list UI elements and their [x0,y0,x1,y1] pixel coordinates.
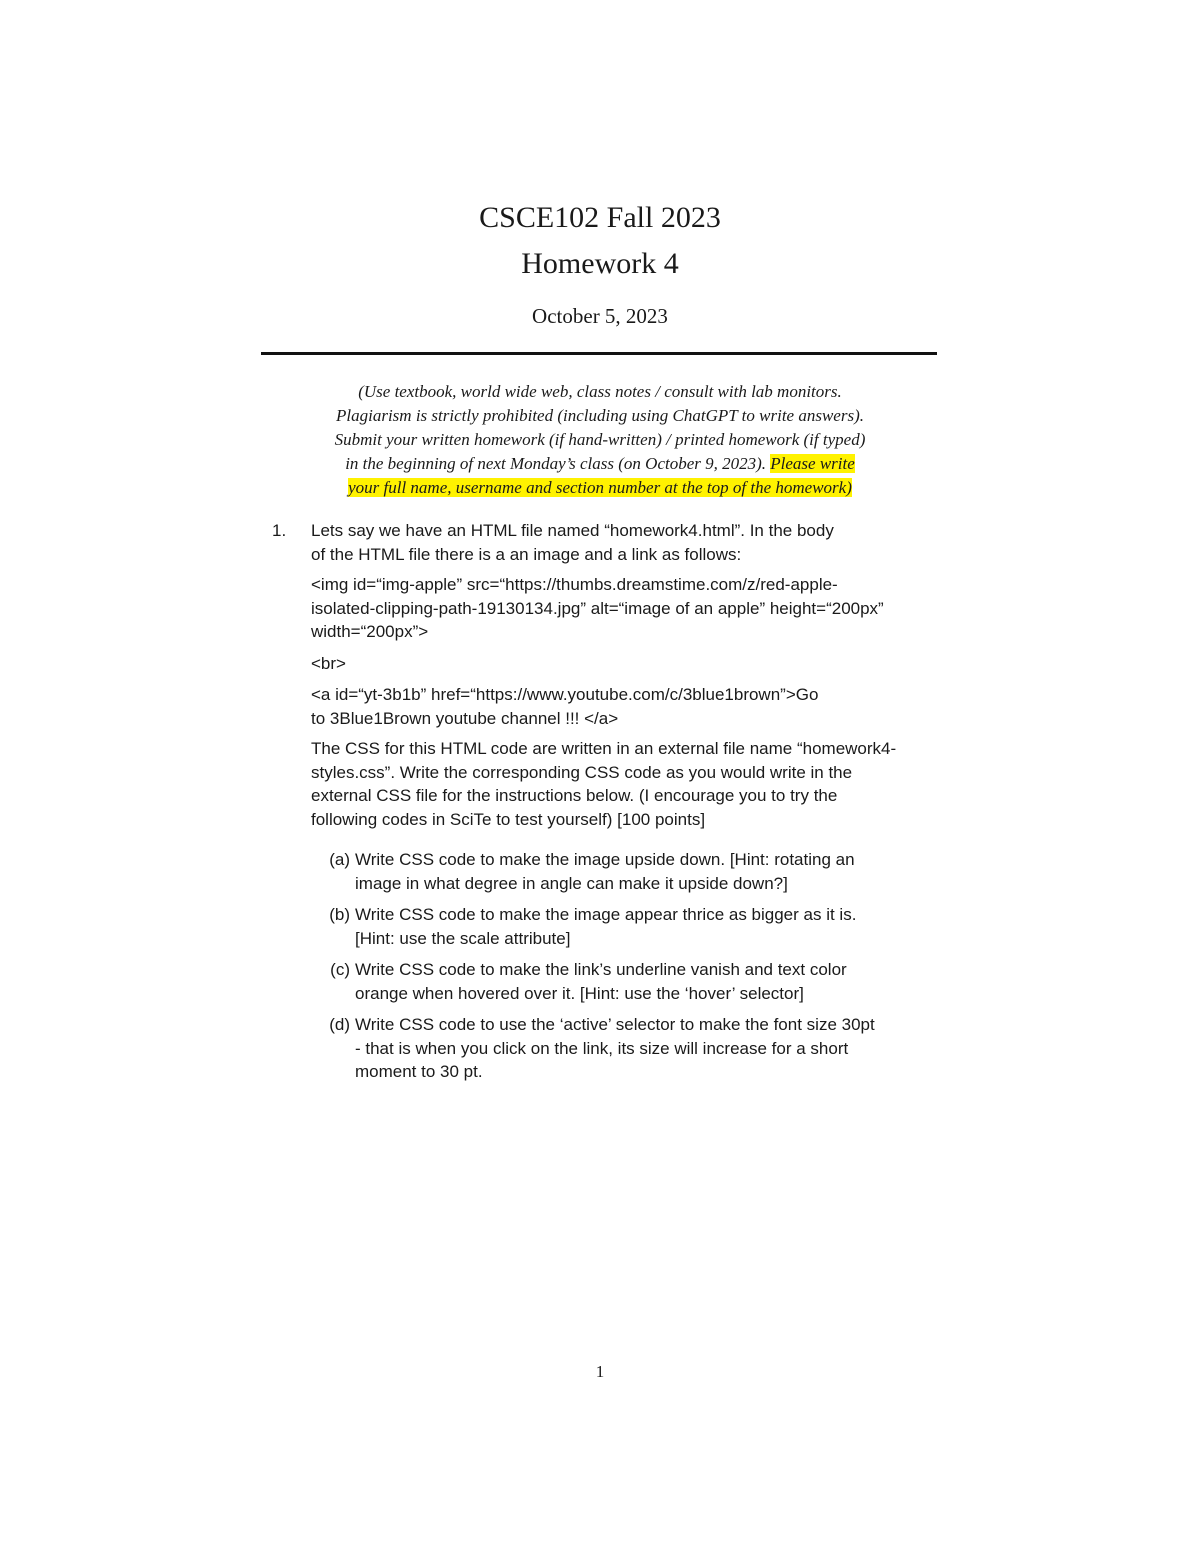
subquestion-text [355,848,940,895]
subquestion-line: [Hint: use the scale attribute] [355,928,571,948]
question-text-line: styles.css”. Write the corresponding CSS code as you would write in the [311,762,853,782]
subquestion-label: (c) [330,960,350,979]
code-line: <img id=“img-apple” src=“https://thumbs.dreamstime.com/z/red-apple- [311,575,838,594]
subquestion-label: (a) [329,850,350,869]
code-line: <br> [311,654,346,673]
subquestion-line: moment to 30 pt. [355,1062,483,1081]
code-line: isolated-clipping-path-19130134.jpg” alt=“image of an apple” height=“200px” [311,598,884,618]
subquestion-line: Write CSS code to use the ‘active’ selector to make the font size 30pt [355,1015,875,1034]
question-text-line: of the HTML file there is a an image and a link as follows: [311,544,742,564]
subquestion-text [355,958,940,1005]
subquestion-line: Write CSS code to make the image upside down. [Hint: rotating an [355,850,855,869]
instructions-line: Submit your written homework (if hand-written) / printed homework (if typed) [334,430,866,449]
instructions-highlight: Please write [770,454,855,473]
instructions-line: (Use textbook, world wide web, class notes / consult with lab monitors. [358,382,842,401]
question-intro [311,519,971,566]
instructions-line [250,476,950,500]
subquestion-label: (d) [329,1015,350,1034]
subquestion-line: - that is when you click on the link, its size will increase for a short [355,1038,849,1058]
title-divider [261,352,937,355]
code-line: width=“200px”> [311,622,429,641]
link-code-snippet [311,683,971,730]
page-subtitle: Homework 4 [521,247,679,280]
page-title: CSCE102 Fall 2023 [479,201,721,234]
subquestion-line: Write CSS code to make the link’s underline vanish and text color [355,960,847,979]
subquestion-line: image in what degree in angle can make it upside down?] [355,873,788,893]
subquestion-text [355,1013,940,1084]
instructions-highlight: your full name, username and section number at the top of the homework) [348,478,852,497]
question-text-line: external CSS file for the instructions below. (I encourage you to try the [311,786,838,805]
question-text-line: Lets say we have an HTML file named “homework4.html”. In the body [311,521,834,540]
subquestion-line: orange when hovered over it. [Hint: use the ‘hover’ selector] [355,983,804,1003]
instructions-text: in the beginning of next Monday’s class (on October 9, 2023). [345,454,767,473]
img-code-snippet [311,573,971,644]
subquestion-line: Write CSS code to make the image appear thrice as bigger as it is. [355,905,857,924]
css-instructions [311,737,971,831]
page-number: 1 [595,1362,605,1381]
subquestion-label: (b) [329,905,350,924]
instructions-block [250,380,950,500]
subquestion-text [355,903,940,950]
br-code-snippet [311,652,971,676]
page-date: October 5, 2023 [532,304,668,328]
instructions-line: Plagiarism is strictly prohibited (including using ChatGPT to write answers). [336,406,864,425]
code-line: to 3Blue1Brown youtube channel !!! </a> [311,708,619,728]
instructions-line [250,452,950,476]
question-number: 1. [272,521,287,540]
code-line: <a id=“yt-3b1b” href=“https://www.youtube.com/c/3blue1brown”>Go [311,685,819,704]
question-text-line: The CSS for this HTML code are written in an external file name “homework4- [311,739,897,758]
question-text-line: following codes in SciTe to test yourself) [100 points] [311,809,706,829]
